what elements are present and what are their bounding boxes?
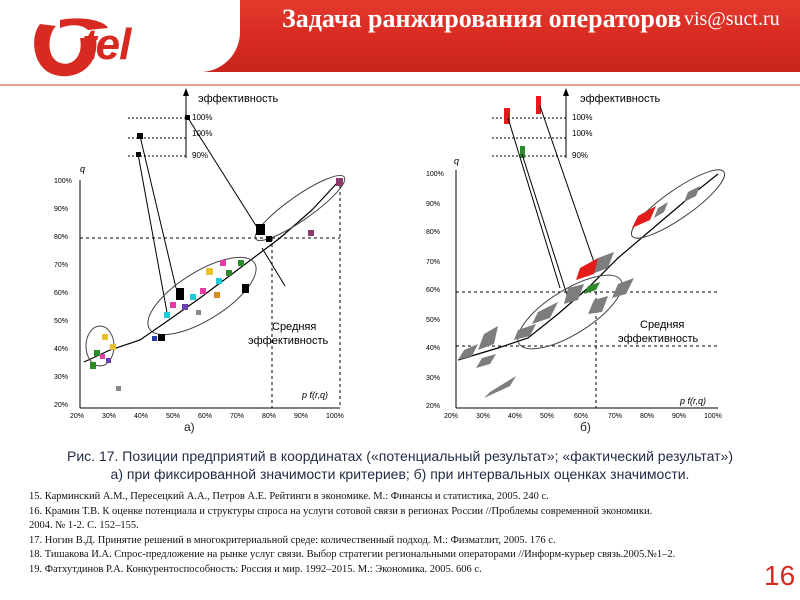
svg-text:80%: 80%: [426, 229, 441, 236]
avg-label-b-2: эффективность: [618, 333, 699, 345]
svg-text:50%: 50%: [54, 318, 69, 325]
svg-text:20%: 20%: [426, 403, 441, 410]
svg-text:60%: 60%: [574, 413, 589, 420]
reference-item: 2004. № 1-2. С. 152–155.: [29, 520, 139, 531]
avg-label-a-1: Средняя: [272, 321, 317, 333]
caption-line-1: Рис. 17. Позиции предприятий в координатах («потенциальный результат»; «фактический результат»): [67, 448, 733, 464]
efficiency-label-a: эффективность: [198, 93, 279, 105]
svg-text:80%: 80%: [640, 413, 655, 420]
svg-text:50%: 50%: [540, 413, 555, 420]
y-axis-letter-a: q: [80, 164, 86, 174]
page-number: 16: [764, 560, 796, 591]
slide-title: Задача ранжирования операторов: [282, 4, 682, 33]
inset-tick-a-2: 90%: [192, 151, 209, 160]
svg-text:80%: 80%: [262, 413, 277, 420]
figure-caption: [40, 447, 760, 483]
x-axis-label-a: p f(r,q): [302, 390, 329, 400]
svg-text:40%: 40%: [426, 345, 441, 352]
svg-text:90%: 90%: [54, 206, 69, 213]
reference-item: 18. Тишакова И.А. Спрос-предложение на рынке услуг связи. Выбор стратегии региональными операторами //Информ-курьер связь.2005.№1–2.: [29, 549, 676, 560]
logo-text: tel: [82, 20, 131, 69]
svg-text:70%: 70%: [230, 413, 245, 420]
panel-b-label: б): [580, 420, 591, 434]
svg-text:40%: 40%: [134, 413, 149, 420]
svg-text:30%: 30%: [426, 375, 441, 382]
caption-line-2: а) при фиксированной значимости критериев; б) при интервальных оценках значимости.: [110, 466, 690, 482]
svg-text:20%: 20%: [444, 413, 459, 420]
data-points-a: [90, 178, 343, 391]
references-list: [29, 490, 749, 577]
x-ticks-a: [70, 413, 344, 420]
svg-text:30%: 30%: [102, 413, 117, 420]
svg-text:60%: 60%: [198, 413, 213, 420]
svg-text:100%: 100%: [54, 178, 72, 185]
y-ticks-a: [54, 178, 72, 409]
svg-text:20%: 20%: [70, 413, 85, 420]
svg-text:70%: 70%: [426, 259, 441, 266]
avg-label-a-2: эффективность: [248, 335, 329, 347]
highlight-region-1: [632, 206, 656, 228]
header-divider: [0, 84, 800, 86]
figure-panel-b: [418, 88, 778, 438]
y-ticks-b: [426, 171, 444, 410]
reference-item: 15. Карминский А.М., Пересецкий А.А., Петров А.Е. Рейтинги в экономике. М.: Финансы и статистика, 2005. 240 с.: [29, 491, 549, 502]
svg-text:100%: 100%: [426, 171, 444, 178]
svg-text:90%: 90%: [672, 413, 687, 420]
svg-text:90%: 90%: [426, 201, 441, 208]
svg-text:40%: 40%: [508, 413, 523, 420]
inset-tick-b-0: 100%: [572, 113, 593, 122]
panel-a-label: а): [184, 420, 195, 434]
inset-tick-a-1: 100%: [192, 129, 213, 138]
x-ticks-b: [444, 413, 722, 420]
svg-text:50%: 50%: [426, 317, 441, 324]
svg-text:100%: 100%: [326, 413, 344, 420]
efficiency-label-b: эффективность: [580, 93, 661, 105]
inset-tick-a-0: 100%: [192, 113, 213, 122]
reference-item: 19. Фатхутдинов Р.А. Конкурентоспособность: Россия и мир. 1992–2015. М.: Экономика. 2005. 606 с.: [29, 563, 482, 575]
contact-email: vis@suct.ru: [684, 8, 780, 30]
x-axis-label-b: p f(r,q): [680, 396, 707, 406]
svg-text:30%: 30%: [54, 374, 69, 381]
svg-text:70%: 70%: [54, 262, 69, 269]
inset-tick-b-2: 90%: [572, 151, 589, 160]
y-axis-letter-b: q: [454, 156, 460, 166]
reference-item: 17. Ногин В.Д. Принятие решений в многокритериальной среде: количественный подход. М.: Физматлит, 2005. 176 с.: [29, 534, 556, 546]
svg-text:30%: 30%: [476, 413, 491, 420]
svg-text:50%: 50%: [166, 413, 181, 420]
svg-text:70%: 70%: [608, 413, 623, 420]
svg-text:20%: 20%: [54, 402, 69, 409]
svg-text:80%: 80%: [54, 234, 69, 241]
reference-item: 16. Крамин Т.В. К оценке потенциала и структуры спроса на услуги сотовой связи в регионах России //Проблемы современной экономики.: [29, 505, 653, 517]
figure-panel-a: [40, 88, 400, 438]
svg-text:60%: 60%: [54, 290, 69, 297]
svg-text:60%: 60%: [426, 287, 441, 294]
avg-label-b-1: Средняя: [640, 319, 685, 331]
inset-tick-b-1: 100%: [572, 129, 593, 138]
svg-text:40%: 40%: [54, 346, 69, 353]
svg-text:90%: 90%: [294, 413, 309, 420]
svg-text:100%: 100%: [704, 413, 722, 420]
